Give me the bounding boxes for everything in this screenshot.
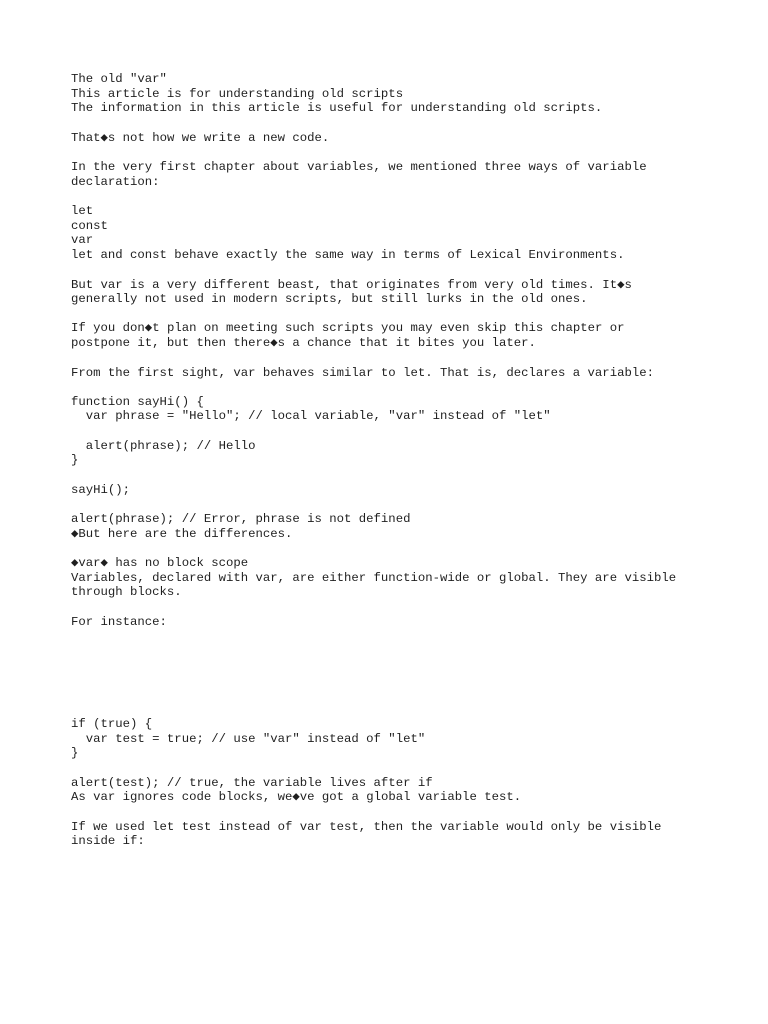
text-line: But var is a very different beast, that originates from very old times. It◆s	[71, 278, 632, 292]
text-line: through blocks.	[71, 585, 182, 599]
text-line: ◆But here are the differences.	[71, 527, 293, 541]
text-line: generally not used in modern scripts, but still lurks in the old ones.	[71, 292, 588, 306]
text-line: postpone it, but then there◆s a chance that it bites you later.	[71, 336, 536, 350]
text-line: As var ignores code blocks, we◆ve got a global variable test.	[71, 790, 522, 804]
article-note-text: The information in this article is useful for understanding old scripts.	[71, 101, 603, 115]
section-heading: ◆var◆ has no block scope	[71, 556, 249, 570]
code-line: if (true) {	[71, 717, 153, 731]
text-line: declaration:	[71, 175, 160, 189]
text-line: If you don◆t plan on meeting such scripts you may even skip this chapter or	[71, 321, 625, 335]
article-title: The old "var"	[71, 72, 167, 86]
code-line: var test = true; // use "var" instead of "let"	[71, 732, 426, 746]
code-line: var phrase = "Hello"; // local variable, "var" instead of "let"	[71, 409, 551, 423]
text-line: let and const behave exactly the same way in terms of Lexical Environments.	[71, 248, 625, 262]
code-line: alert(test); // true, the variable lives after if	[71, 776, 433, 790]
list-item: const	[71, 219, 108, 233]
code-line: alert(phrase); // Hello	[71, 439, 256, 453]
code-line: function sayHi() {	[71, 395, 204, 409]
list-item: let	[71, 204, 94, 218]
text-line: That◆s not how we write a new code.	[71, 131, 330, 145]
text-line: In the very first chapter about variables, we mentioned three ways of variable	[71, 160, 647, 174]
text-line: inside if:	[71, 834, 145, 848]
list-item: var	[71, 233, 94, 247]
article-note-heading: This article is for understanding old scripts	[71, 87, 404, 101]
code-line: alert(phrase); // Error, phrase is not defined	[71, 512, 411, 526]
code-line: sayHi();	[71, 483, 131, 497]
code-line: }	[71, 453, 79, 467]
code-line: }	[71, 746, 79, 760]
text-line: Variables, declared with var, are either function-wide or global. They are visible	[71, 571, 677, 585]
text-line: For instance:	[71, 615, 167, 629]
text-line: From the first sight, var behaves similar to let. That is, declares a variable:	[71, 366, 654, 380]
text-line: If we used let test instead of var test, then the variable would only be visible	[71, 820, 662, 834]
